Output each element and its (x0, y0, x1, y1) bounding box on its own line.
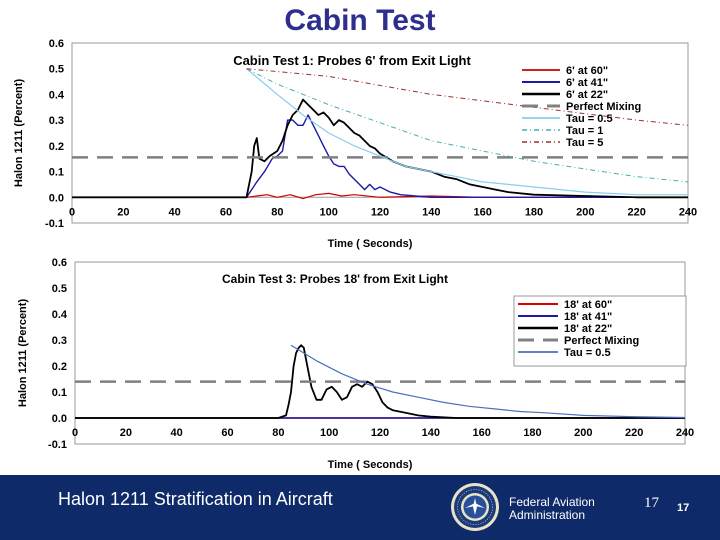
x-tick-label: 160 (472, 427, 491, 439)
x-tick-label: 60 (221, 427, 234, 439)
y-tick-label: 0.5 (51, 283, 67, 295)
y-tick-label: 0.1 (48, 166, 64, 179)
x-tick-label: 240 (675, 427, 695, 439)
y-tick-label: 0.2 (51, 361, 67, 373)
page-number: 17 (644, 495, 659, 511)
legend-label-2: 6' at 41" (566, 77, 609, 89)
y-tick-label: 0.4 (51, 309, 67, 321)
agency-name-line-2: Administration (509, 508, 586, 522)
y-axis-label: Halon 1211 (Percent) (13, 78, 25, 188)
y-tick-label: 0.3 (51, 335, 67, 347)
y-tick-label: 0.1 (51, 387, 67, 399)
x-tick-label: 200 (576, 206, 595, 219)
slide-title: Cabin Test (284, 4, 436, 37)
legend-label-2: 18' at 41" (564, 311, 613, 323)
footer-title: Halon 1211 Stratification in Aircraft (58, 489, 333, 509)
x-tick-label: 40 (170, 427, 183, 439)
agency-name-line-1: Federal Aviation (509, 495, 595, 509)
x-tick-label: 180 (524, 206, 544, 219)
faa-seal-icon (450, 482, 500, 532)
x-tick-label: 120 (370, 206, 390, 219)
legend-label-6: Tau = 1 (566, 125, 604, 137)
y-tick-label: 0.0 (51, 413, 67, 425)
x-tick-label: 20 (117, 206, 130, 219)
x-tick-label: 160 (473, 206, 492, 219)
y-tick-label: 0.0 (48, 192, 64, 205)
legend-label-3: 18' at 22" (564, 323, 613, 335)
x-tick-label: 60 (219, 206, 233, 219)
x-tick-label: 100 (319, 206, 338, 219)
x-tick-label: 20 (119, 427, 132, 439)
y-tick-label: 0.5 (48, 63, 64, 76)
legend-label-4: Perfect Mixing (566, 101, 642, 113)
x-tick-label: 140 (421, 427, 441, 439)
chart-title: Cabin Test 1: Probes 6' from Exit Light (233, 53, 471, 68)
legend-label-5: Tau = 0.5 (564, 347, 611, 359)
y-axis-label: Halon 1211 (Percent) (17, 298, 29, 408)
legend-label-4: Perfect Mixing (564, 335, 640, 347)
agency-name (509, 496, 619, 522)
chart-cabin-test-1 (0, 36, 720, 250)
legend-label-7: Tau = 5 (566, 137, 604, 149)
y-tick-label: 0.6 (48, 38, 64, 50)
x-tick-label: 40 (168, 206, 181, 219)
x-tick-label: 140 (422, 206, 441, 219)
legend-label-3: 6' at 22" (566, 89, 609, 101)
x-axis-label: Time ( Seconds) (327, 238, 413, 250)
legend-label-5: Tau = 0.5 (566, 113, 613, 125)
y-tick-label: -0.1 (48, 439, 67, 451)
x-tick-label: 0 (71, 427, 79, 439)
x-tick-label: 220 (624, 427, 644, 439)
x-tick-label: 200 (574, 427, 593, 439)
y-tick-label: 0.3 (48, 115, 64, 128)
y-tick-label: -0.1 (45, 218, 64, 230)
y-tick-label: 0.2 (48, 140, 64, 153)
page-number-secondary: 17 (677, 502, 690, 514)
x-tick-label: 240 (678, 206, 698, 219)
chart-cabin-test-3 (0, 252, 720, 471)
legend-label-1: 6' at 60" (566, 65, 609, 77)
footer-bar (0, 475, 720, 540)
x-tick-label: 180 (523, 427, 542, 439)
chart-title: Cabin Test 3: Probes 18' from Exit Light (221, 272, 449, 286)
x-axis-label: Time ( Seconds) (327, 459, 413, 471)
x-tick-label: 80 (271, 206, 284, 219)
y-tick-label: 0.4 (48, 89, 64, 102)
legend-label-1: 18' at 60" (564, 299, 613, 311)
x-tick-label: 0 (68, 206, 76, 219)
x-tick-label: 120 (370, 427, 390, 439)
y-tick-label: 0.6 (51, 257, 67, 269)
x-tick-label: 100 (319, 427, 339, 439)
x-tick-label: 220 (627, 206, 646, 219)
x-tick-label: 80 (272, 427, 285, 439)
